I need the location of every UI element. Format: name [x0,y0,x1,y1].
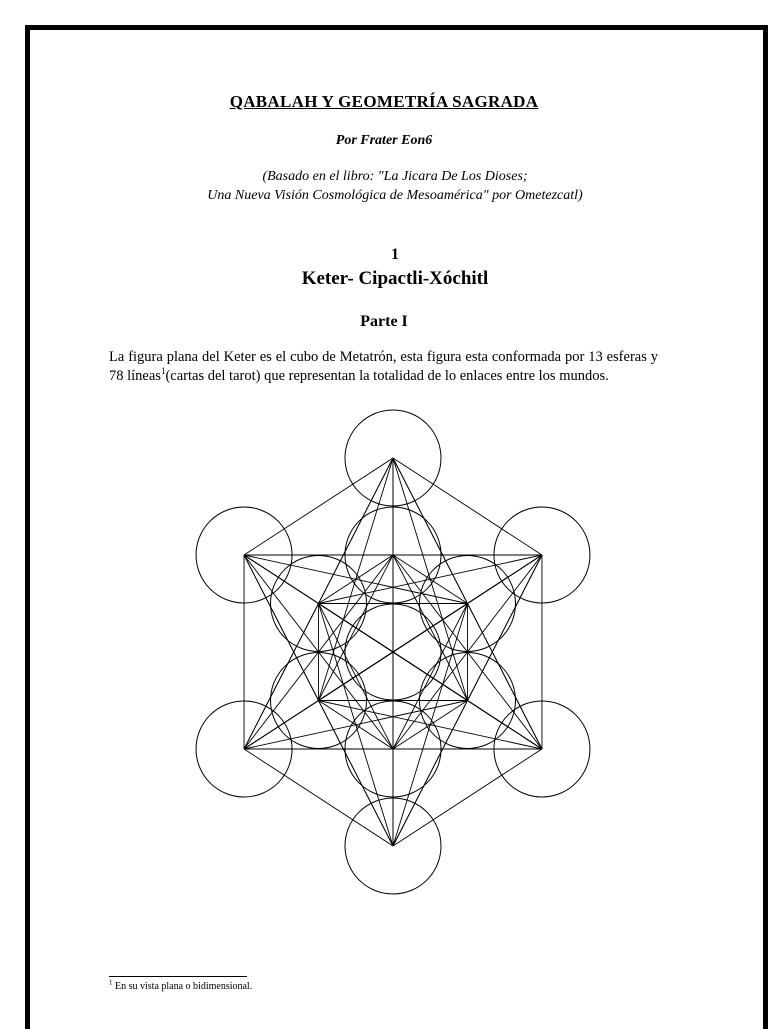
cube-line [319,604,393,847]
footnote-divider [109,976,247,977]
author-line: Por Frater Eon6 [335,133,433,148]
cube-line [393,749,542,846]
cube-line [244,458,393,555]
document-title: QABALAH Y GEOMETRÍA SAGRADA [229,92,539,111]
paragraph-text-start: La figura plana del Keter es el cubo de Metatrón, esta figura esta conformada por 13 esferas y 78 líneas [109,349,658,384]
footnote-reference[interactable]: 1 [160,366,166,377]
part-heading: Parte I [360,313,408,330]
footnote-text: En su vista plana o bidimensional. [115,981,253,992]
source-line-2: Una Nueva Visión Cosmológica de Mesoamérica" por Ometezcatl) [207,188,583,203]
cube-line [319,458,393,701]
paragraph-text-end: (cartas del tarot) que representan la totalidad de lo enlaces entre los mundos. [165,368,609,384]
chapter-title: Keter- Cipactli-Xóchitl [301,268,489,289]
cube-line [244,749,393,846]
footnote-number: 1 [109,978,113,987]
source-line-1: (Basado en el libro: "La Jicara De Los Dioses; [262,169,528,184]
footnote [109,978,253,992]
cube-line [393,458,542,555]
chapter-number: 1 [391,246,399,263]
